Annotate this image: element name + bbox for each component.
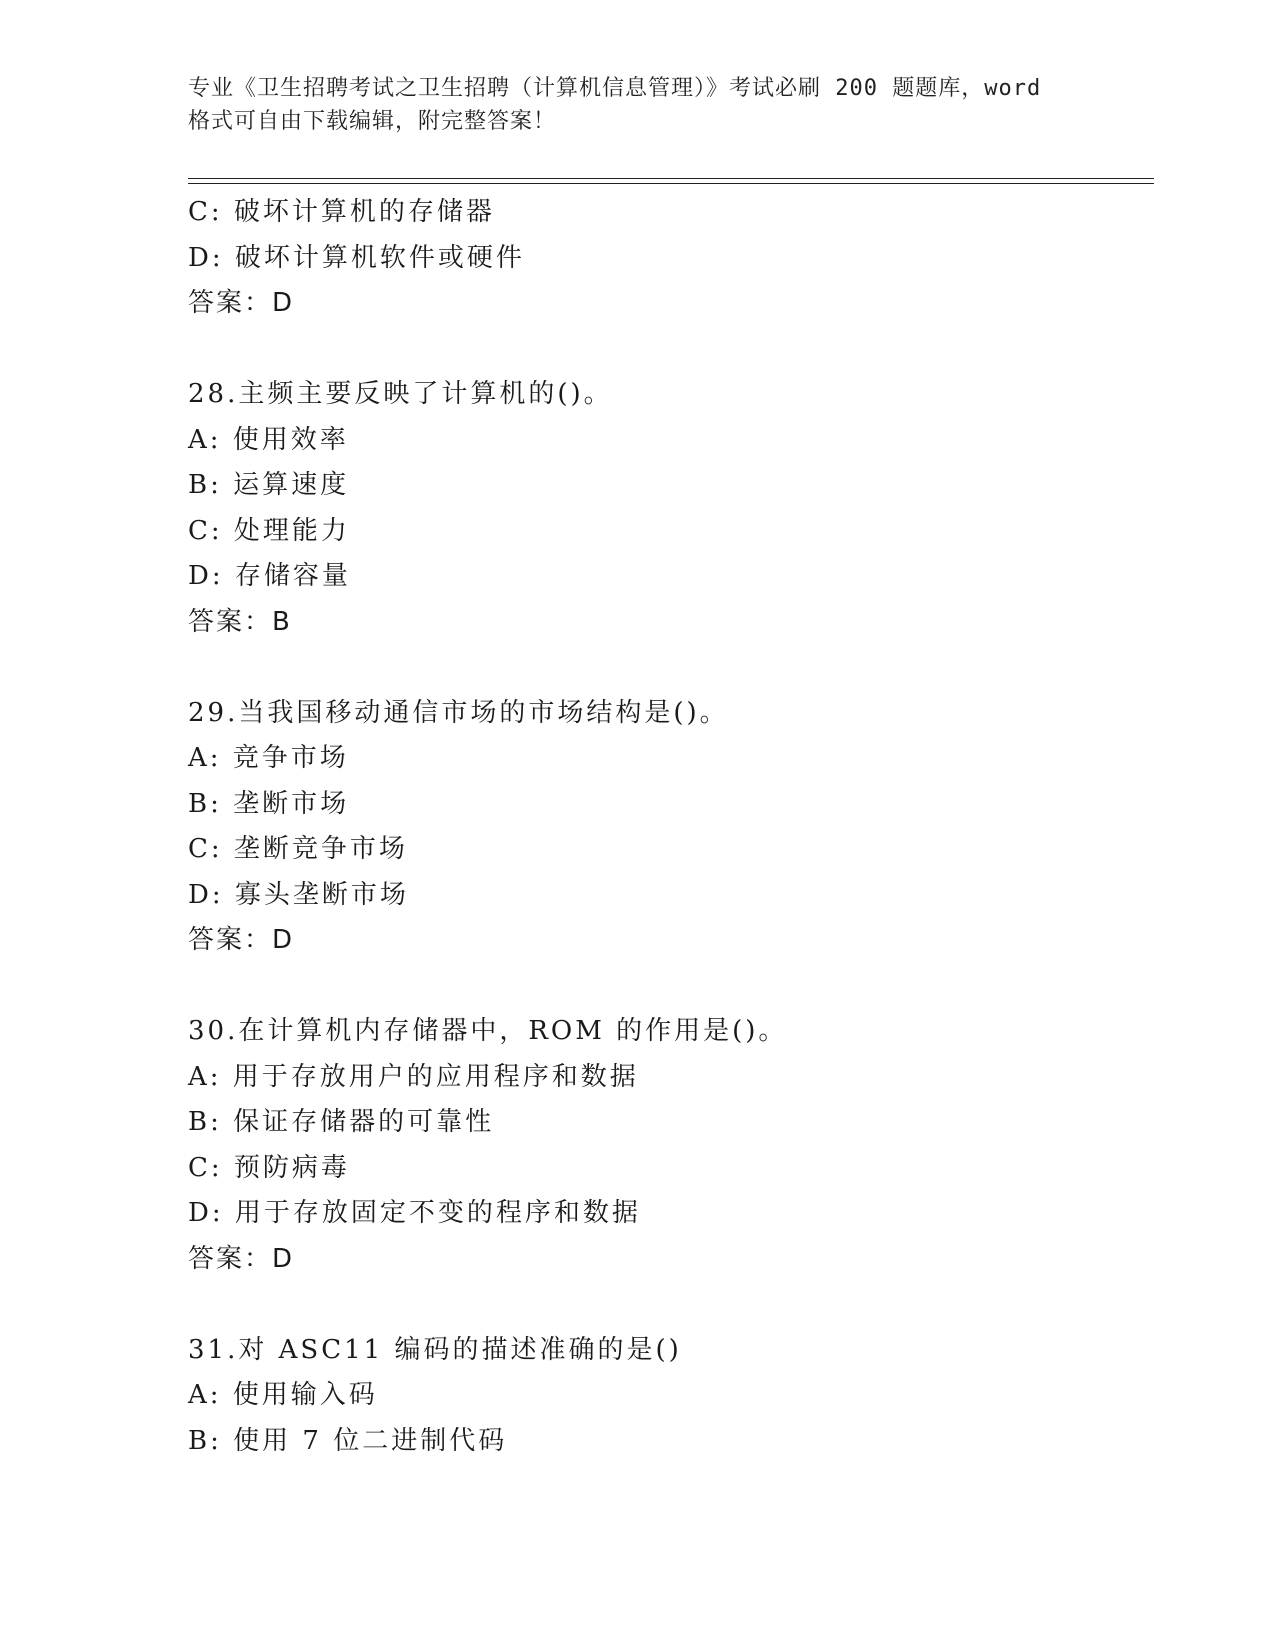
option-d: D: 破坏计算机软件或硬件: [188, 242, 525, 273]
option-a: A: 用于存放用户的应用程序和数据: [188, 1061, 639, 1092]
option-b: B: 使用 7 位二进制代码: [188, 1425, 508, 1456]
option-c: C: 垄断竞争市场: [188, 834, 408, 864]
option-a: A: 使用效率: [188, 424, 349, 455]
question-stem: 28.主频主要反映了计算机的()。: [188, 379, 613, 409]
option-a: A: 竞争市场: [188, 743, 349, 773]
header-line-2: 格式可自由下载编辑，附完整答案！: [188, 109, 557, 134]
option-c: C: 破坏计算机的存储器: [188, 197, 495, 227]
option-b: B: 运算速度: [188, 470, 350, 500]
document-header: [188, 72, 1088, 138]
option-d: D: 存储容量: [188, 561, 351, 591]
header-line-1: 专业《卫生招聘考试之卫生招聘（计算机信息管理）》考试必刷 200 题题库，word: [188, 76, 1042, 101]
spacer: [188, 645, 1148, 691]
spacer: [188, 327, 1148, 373]
question-30: [188, 1009, 1148, 1282]
option-b: B: 保证存储器的可靠性: [188, 1107, 495, 1137]
option-c: C: 处理能力: [188, 515, 350, 546]
answer-label: 答案：B: [188, 606, 292, 637]
question-stem: 31.对 ASC11 编码的描述准确的是(): [188, 1334, 682, 1365]
answer-label: 答案：D: [188, 1243, 295, 1274]
option-c: C: 预防病毒: [188, 1152, 350, 1183]
answer-label: 答案：D: [188, 925, 295, 955]
header-divider-top: [188, 178, 1154, 179]
question-fragment: [188, 190, 1148, 327]
spacer: [188, 1282, 1148, 1328]
header-divider-bottom: [188, 183, 1154, 184]
question-29: [188, 691, 1148, 964]
answer-label: 答案：D: [188, 288, 295, 318]
question-31: [188, 1328, 1148, 1465]
spacer: [188, 964, 1148, 1010]
option-a: A: 使用输入码: [188, 1380, 378, 1410]
question-stem: 30.在计算机内存储器中，ROM 的作用是()。: [188, 1016, 788, 1046]
question-list: [188, 190, 1148, 1464]
option-d: D: 用于存放固定不变的程序和数据: [188, 1198, 641, 1228]
question-stem: 29.当我国移动通信市场的市场结构是()。: [188, 697, 729, 728]
option-d: D: 寡头垄断市场: [188, 879, 409, 910]
option-b: B: 垄断市场: [188, 788, 350, 819]
question-28: [188, 372, 1148, 645]
